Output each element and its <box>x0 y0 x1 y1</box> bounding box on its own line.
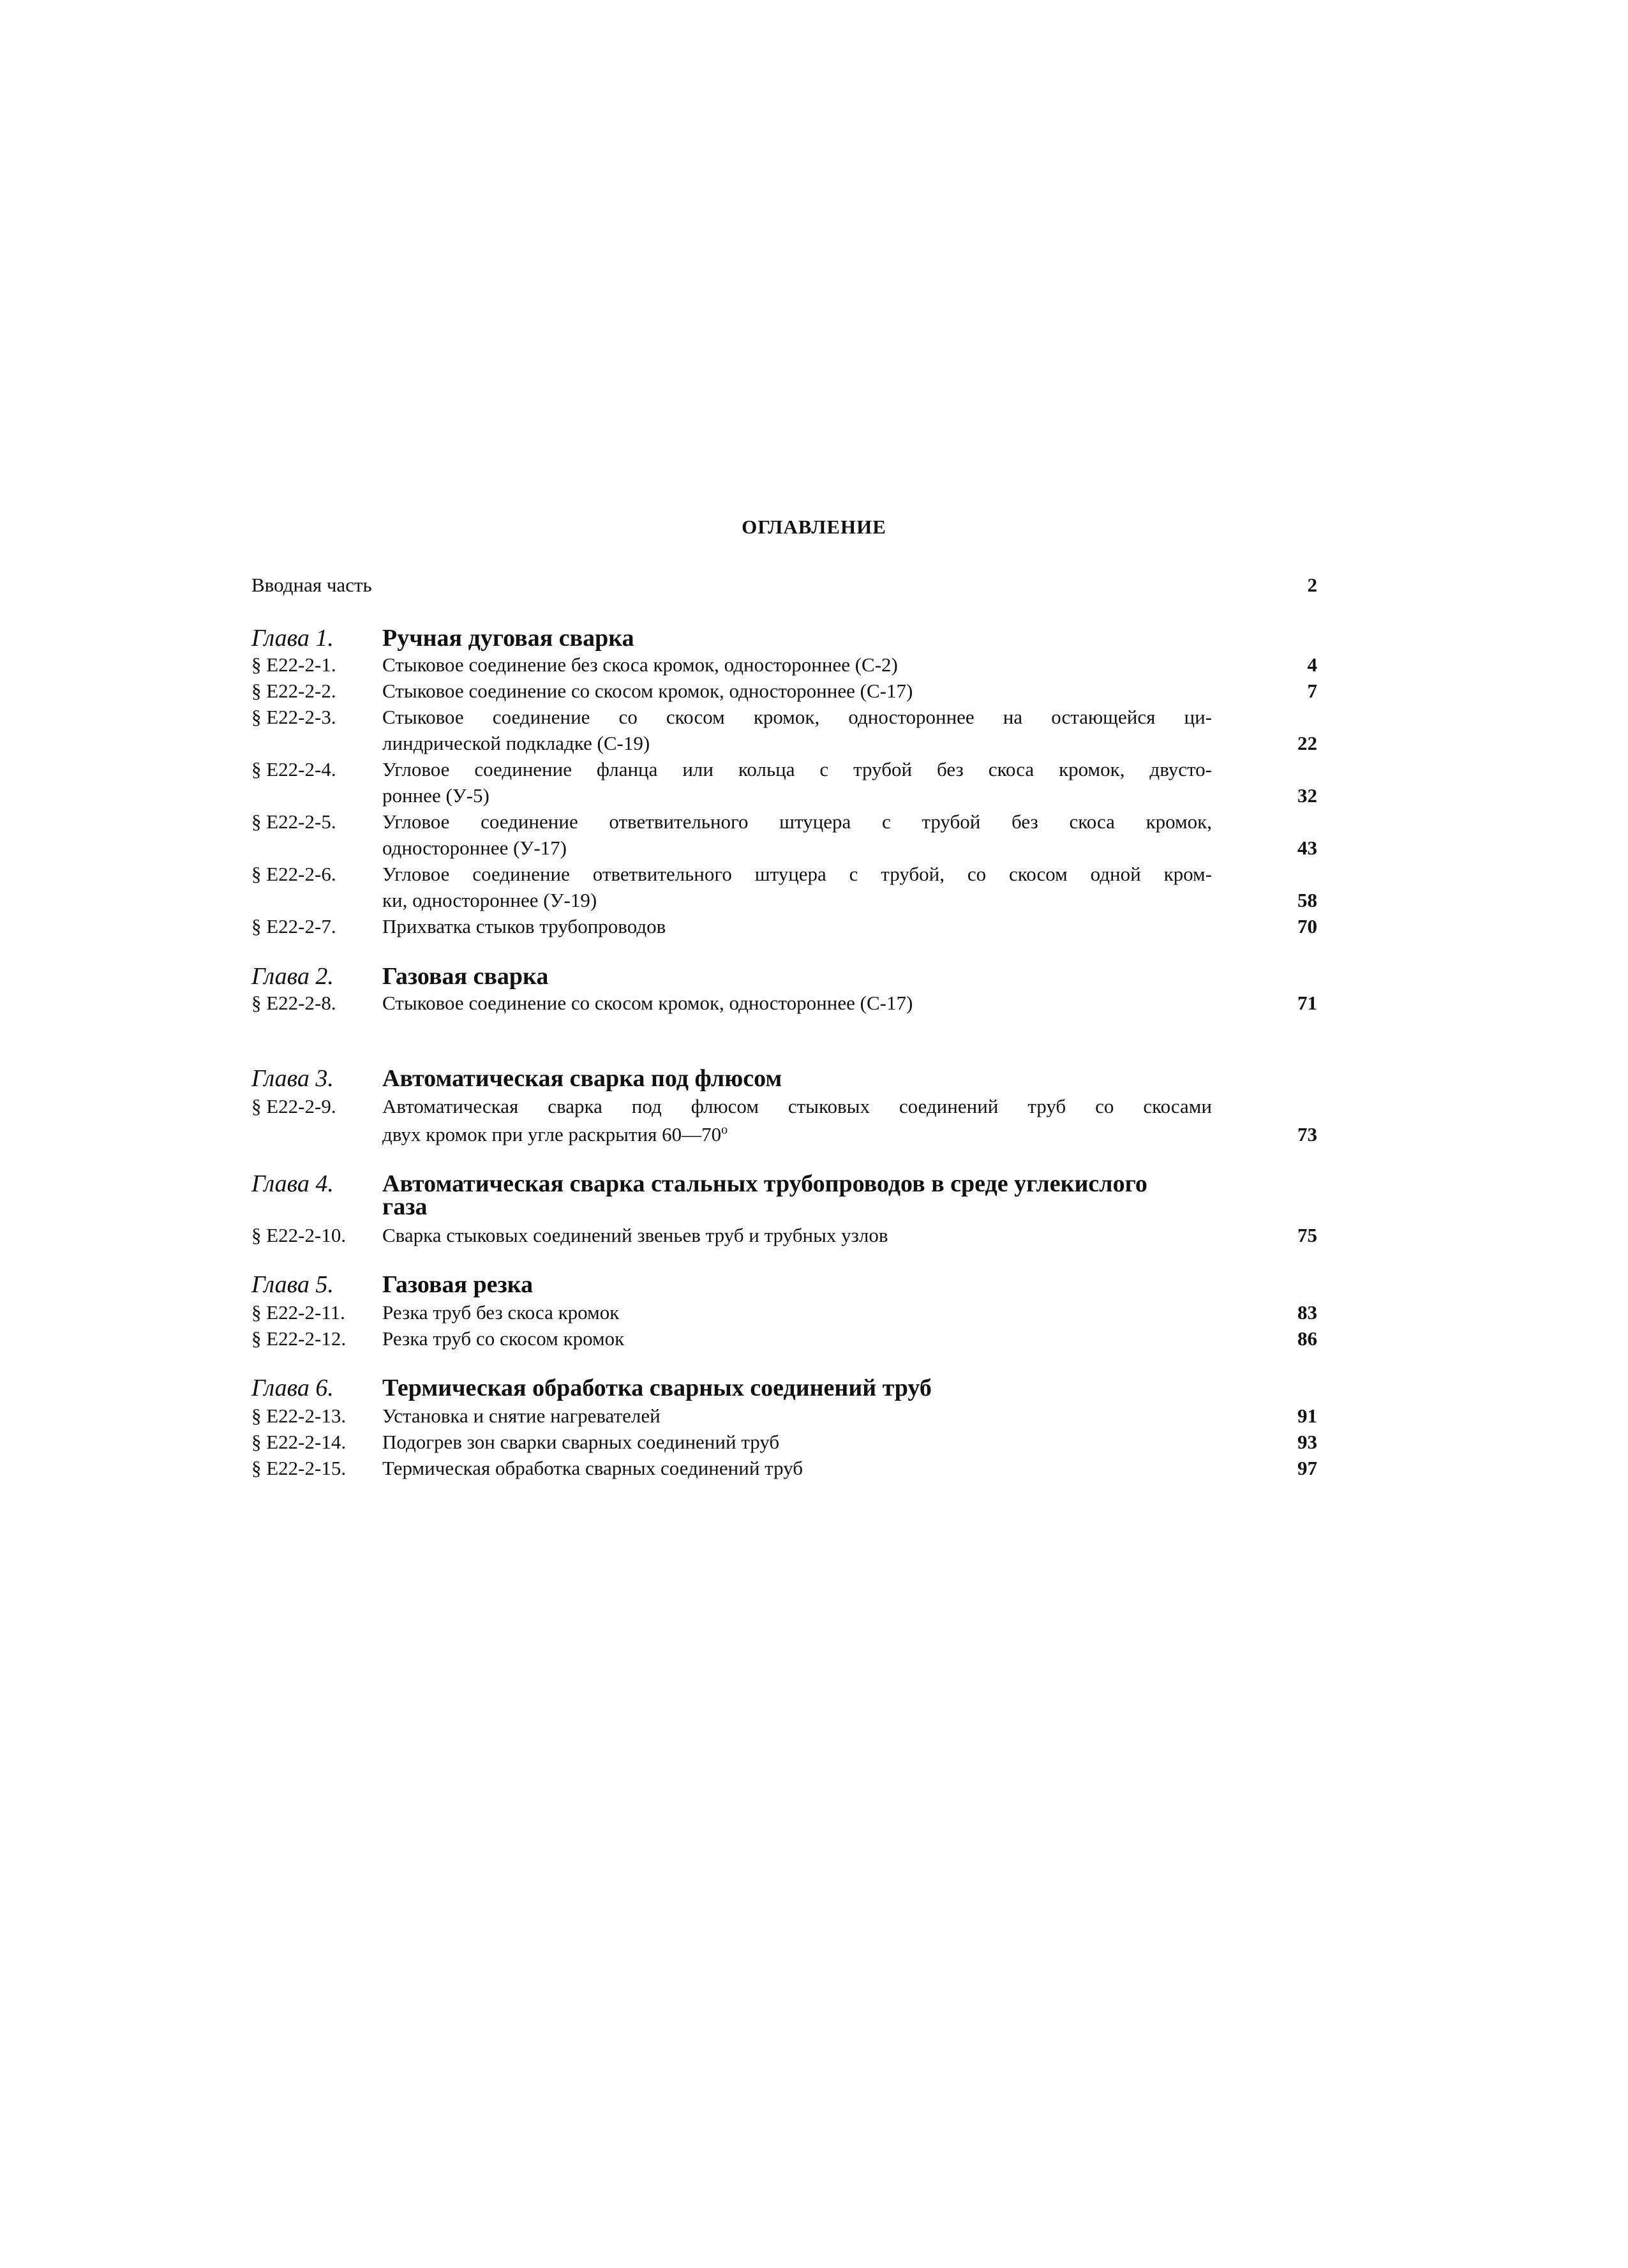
degree-superscript: о <box>721 1123 728 1137</box>
chapter-label: Глава 1. <box>251 625 334 652</box>
toc-page-number: 58 <box>1297 889 1317 911</box>
chapter-label: Глава 2. <box>251 963 334 990</box>
chapter-heading <box>251 1372 1317 1404</box>
section-number: § Е22-2-1. <box>251 653 336 676</box>
chapter-label: Глава 5. <box>251 1271 334 1298</box>
toc-entry-text: Сварка стыковых соединений звеньев труб и трубных узлов <box>382 1224 893 1246</box>
toc-page-number: 83 <box>1297 1301 1317 1324</box>
section-number: § Е22-2-8. <box>251 992 336 1014</box>
section-number: § Е22-2-12. <box>251 1327 347 1350</box>
chapter-heading <box>251 1269 1317 1301</box>
section-number: § Е22-2-14. <box>251 1431 347 1453</box>
toc-page-number: 73 <box>1297 1123 1317 1145</box>
chapter-title: Термическая обработка сварных соединений труб <box>382 1375 932 1401</box>
toc-entry <box>251 703 1317 731</box>
toc-page-number: 22 <box>1297 732 1317 754</box>
toc-entry-text-line: Угловое соединение фланца или кольца с трубой без скоса кромок, двусто- <box>382 758 1212 780</box>
section-number: § Е22-2-7. <box>251 915 336 937</box>
toc-entry <box>251 913 1317 941</box>
toc-entry-text: Стыковое соединение со скосом кромок, одностороннее (С-17) <box>382 992 918 1014</box>
toc-page-number: 70 <box>1297 915 1317 937</box>
toc-entry-continuation <box>251 1121 1317 1149</box>
toc-entry <box>251 1454 1317 1482</box>
toc-entry <box>251 808 1317 836</box>
toc-entry-text-line: ки, одностороннее (У-19) <box>382 889 602 911</box>
chapter-heading <box>251 960 1317 992</box>
toc-entry <box>251 1428 1317 1456</box>
toc-entry-text: Вводная часть <box>251 574 377 596</box>
toc-entry-text: Резка труб со скосом кромок <box>382 1327 629 1350</box>
section-number: § Е22-2-4. <box>251 758 336 780</box>
toc-page-number: 75 <box>1297 1224 1317 1246</box>
page-title: ОГЛАВЛЕНИЕ <box>742 516 886 538</box>
chapter-title: Газовая сварка <box>382 963 549 990</box>
chapter-heading-continuation <box>251 1191 1317 1223</box>
toc-entry-text: Термическая обработка сварных соединений труб <box>382 1457 808 1479</box>
toc-entry-text: Прихватка стыков трубопроводов <box>382 915 671 937</box>
chapter-heading <box>251 622 1317 654</box>
toc-page-number: 93 <box>1297 1431 1317 1453</box>
chapter-label: Глава 4. <box>251 1170 334 1197</box>
toc-entry-text-line: Автоматическая сварка под флюсом стыковых соединений труб со скосами <box>382 1095 1212 1117</box>
toc-page-number: 4 <box>1307 653 1317 676</box>
chapter-title: Ручная дуговая сварка <box>382 625 634 652</box>
toc-entry <box>251 1402 1317 1430</box>
section-number: § Е22-2-3. <box>251 706 336 728</box>
toc-entry <box>251 1093 1317 1121</box>
toc-entry <box>251 1221 1317 1250</box>
toc-entry <box>251 756 1317 784</box>
chapter-label: Глава 6. <box>251 1375 334 1401</box>
toc-entry-text: Подогрев зон сварки сварных соединений труб <box>382 1431 784 1453</box>
toc-entry-text: Установка и снятие нагревателей <box>382 1405 666 1427</box>
toc-entry <box>251 651 1317 679</box>
toc-page-number: 71 <box>1297 992 1317 1014</box>
toc-page-number: 32 <box>1297 784 1317 807</box>
section-number: § Е22-2-10. <box>251 1224 347 1246</box>
toc-entry-text: Резка труб без скоса кромок <box>382 1301 624 1324</box>
section-number: § Е22-2-9. <box>251 1095 336 1117</box>
section-number: § Е22-2-5. <box>251 810 336 833</box>
toc-entry-text: Стыковое соединение со скосом кромок, одностороннее (С-17) <box>382 680 918 702</box>
section-number: § Е22-2-15. <box>251 1457 347 1479</box>
chapter-label: Глава 3. <box>251 1065 334 1092</box>
section-number: § Е22-2-13. <box>251 1405 347 1427</box>
chapter-title-line: газа <box>382 1193 428 1220</box>
toc-entry-text-line: роннее (У-5) <box>382 784 495 807</box>
toc-page-number: 7 <box>1307 680 1317 702</box>
toc-page-number: 2 <box>1307 574 1317 596</box>
toc-entry-text-line: двух кромок при угле раскрытия 60—70 <box>382 1123 722 1145</box>
toc-entry <box>251 1299 1317 1327</box>
toc-entry <box>251 989 1317 1017</box>
toc-entry <box>251 1325 1317 1353</box>
toc-entry <box>251 677 1317 705</box>
toc-page-number: 86 <box>1297 1327 1317 1350</box>
chapter-heading <box>251 1063 1317 1094</box>
toc-entry <box>251 860 1317 888</box>
toc-page-number: 91 <box>1297 1405 1317 1427</box>
chapter-title: Газовая резка <box>382 1271 534 1298</box>
toc-page-number: 43 <box>1297 837 1317 859</box>
toc-entry-intro <box>251 571 1317 599</box>
toc-entry-continuation <box>251 886 1317 914</box>
section-number: § Е22-2-2. <box>251 680 336 702</box>
toc-entry-text-line: Угловое соединение ответвительного штуцера с трубой без скоса кромок, <box>382 810 1212 833</box>
table-of-contents <box>251 0 1317 2268</box>
chapter-title: Автоматическая сварка под флюсом <box>382 1065 782 1092</box>
section-number: § Е22-2-11. <box>251 1301 345 1324</box>
section-number: § Е22-2-6. <box>251 863 336 885</box>
toc-entry-text-line: Стыковое соединение со скосом кромок, одностороннее на остающейся ци- <box>382 706 1212 728</box>
toc-page-number: 97 <box>1297 1457 1317 1479</box>
toc-entry-continuation <box>251 729 1317 757</box>
toc-entry-continuation <box>251 834 1317 862</box>
toc-entry-text-line: Угловое соединение ответвительного штуцера с трубой, со скосом одной кром- <box>382 863 1212 885</box>
toc-entry-text-line: линдрической подкладке (С-19) <box>382 732 655 754</box>
toc-entry-continuation <box>251 782 1317 810</box>
toc-entry-text: Стыковое соединение без скоса кромок, одностороннее (С-2) <box>382 653 903 676</box>
chapter-title: Автоматическая сварка стальных трубопроводов в среде углекислого <box>382 1170 1147 1197</box>
toc-entry-text-line: одностороннее (У-17) <box>382 837 572 859</box>
